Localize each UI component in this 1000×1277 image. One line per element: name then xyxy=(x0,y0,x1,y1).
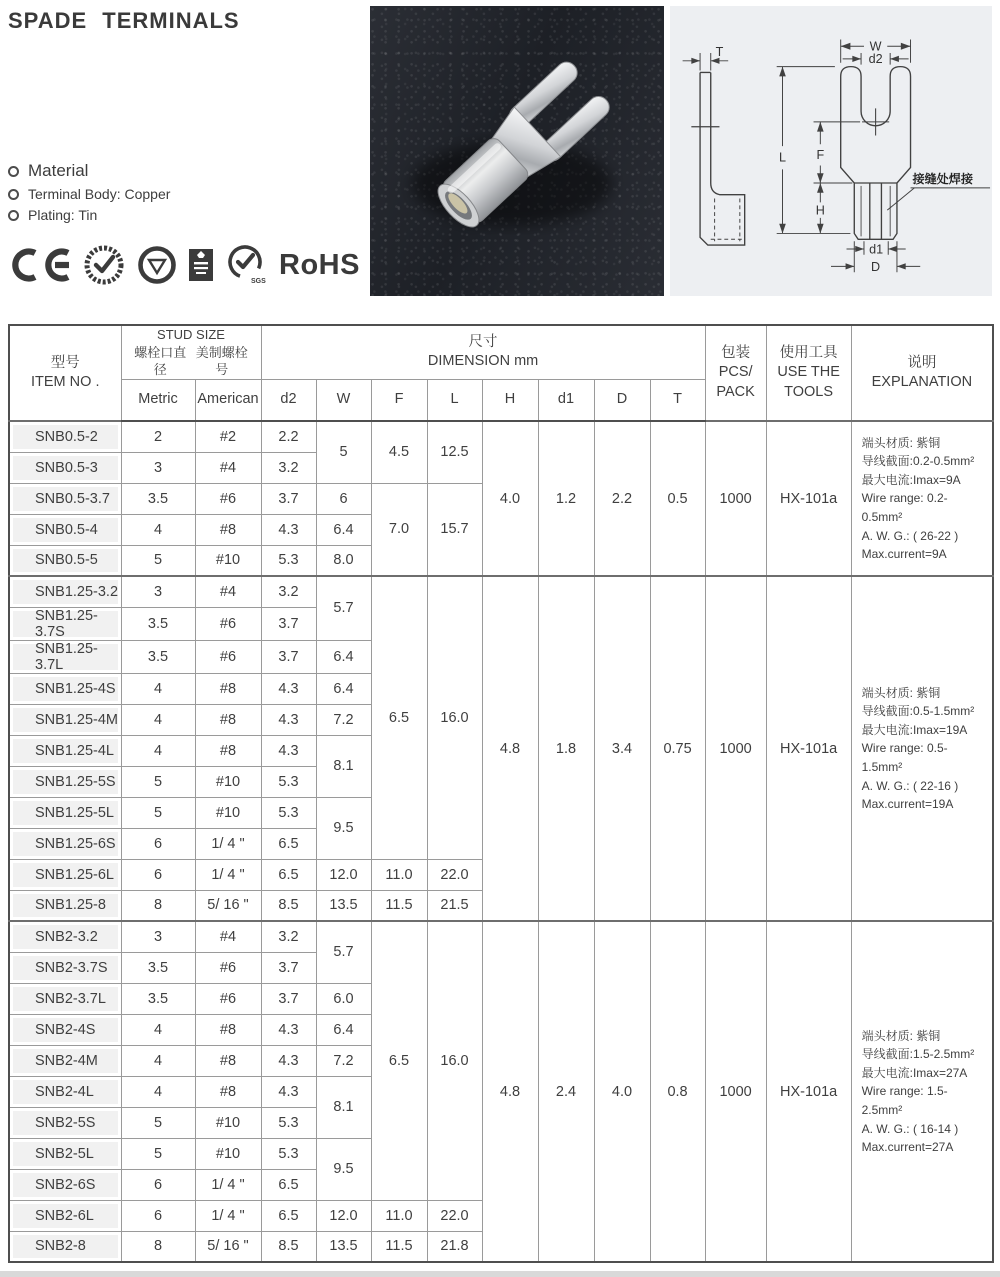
d2-cell: 8.5 xyxy=(261,1231,316,1262)
metric-cell: 4 xyxy=(121,1014,195,1045)
t-cell: 0.8 xyxy=(650,921,705,1262)
d2-cell: 5.3 xyxy=(261,545,316,576)
metric-cell: 5 xyxy=(121,797,195,828)
rohs-label: RoHS xyxy=(279,248,360,281)
f-cell: 11.5 xyxy=(371,890,427,921)
american-cell: #10 xyxy=(195,1138,261,1169)
w-cell: 6.4 xyxy=(316,514,371,545)
item-no-cell: SNB0.5-4 xyxy=(9,514,121,545)
item-no-cell: SNB2-4M xyxy=(9,1045,121,1076)
d2-cell: 4.3 xyxy=(261,1014,316,1045)
d2-cell: 4.3 xyxy=(261,1045,316,1076)
h-cell: 4.8 xyxy=(482,576,538,921)
item-no-cell: SNB1.25-5S xyxy=(9,766,121,797)
american-cell: #4 xyxy=(195,921,261,952)
explanation-line: Max.current=27A xyxy=(861,1140,954,1155)
american-cell: #8 xyxy=(195,735,261,766)
l-cell: 16.0 xyxy=(427,576,482,859)
material-heading-label: Material xyxy=(28,161,89,180)
d2-cell: 6.5 xyxy=(261,1200,316,1231)
col-header-l: L xyxy=(427,379,482,421)
metric-cell: 3.5 xyxy=(121,607,195,640)
explanation-cell xyxy=(851,421,993,576)
page-title: SPADE TERMINALS xyxy=(8,8,240,33)
dim-label-l: L xyxy=(778,150,787,165)
intro-column xyxy=(8,6,370,296)
american-cell: 1/ 4 " xyxy=(195,1200,261,1231)
w-cell: 5.7 xyxy=(316,921,371,983)
table-row xyxy=(9,421,993,452)
dimension-diagram xyxy=(670,6,992,296)
american-cell: #10 xyxy=(195,545,261,576)
col-header-dimension: 尺寸 DIMENSION mm xyxy=(261,325,705,379)
col-header-t: T xyxy=(650,379,705,421)
f-cell: 6.5 xyxy=(371,576,427,859)
w-cell: 8.1 xyxy=(316,735,371,797)
dim-label-d: D xyxy=(871,259,881,274)
d2-cell: 3.7 xyxy=(261,483,316,514)
d2-cell: 3.7 xyxy=(261,952,316,983)
american-cell: #10 xyxy=(195,797,261,828)
american-cell: #10 xyxy=(195,766,261,797)
d2-cell: 6.5 xyxy=(261,1169,316,1200)
american-cell: #8 xyxy=(195,1014,261,1045)
dim-label-d2: d2 xyxy=(868,52,883,67)
explanation-line: 导线截面:0.5-1.5mm² xyxy=(861,704,975,719)
item-no-cell: SNB2-5S xyxy=(9,1107,121,1138)
f-cell: 11.0 xyxy=(371,1200,427,1231)
d2-cell: 3.2 xyxy=(261,921,316,952)
metric-cell: 4 xyxy=(121,514,195,545)
item-no-cell: SNB2-6L xyxy=(9,1200,121,1231)
metric-cell: 6 xyxy=(121,1169,195,1200)
american-cell: #8 xyxy=(195,1045,261,1076)
h-cell: 4.0 xyxy=(482,421,538,576)
bullet-icon xyxy=(8,210,19,221)
metric-cell: 5 xyxy=(121,1138,195,1169)
item-no-cell: SNB2-5L xyxy=(9,1138,121,1169)
american-cell: #4 xyxy=(195,452,261,483)
product-photo xyxy=(370,6,664,296)
ce-mark-icon xyxy=(8,246,72,284)
american-cell: #4 xyxy=(195,576,261,607)
explanation-line: 最大电流:Imax=9A xyxy=(861,472,961,487)
item-no-cell: SNB1.25-6S xyxy=(9,828,121,859)
item-no-cell: SNB1.25-8 xyxy=(9,890,121,921)
explanation-line: Wire range: 1.5-2.5mm² xyxy=(861,1084,948,1117)
material-item-label: Plating: Tin xyxy=(28,207,98,223)
d2-cell: 5.3 xyxy=(261,1138,316,1169)
d2-cell: 6.5 xyxy=(261,859,316,890)
w-cell: 12.0 xyxy=(316,1200,371,1231)
american-cell: #2 xyxy=(195,421,261,452)
american-cell: #6 xyxy=(195,607,261,640)
metric-cell: 6 xyxy=(121,859,195,890)
american-cell: 1/ 4 " xyxy=(195,1169,261,1200)
col-header-pack: 包装 PCS/ PACK xyxy=(705,325,766,421)
d2-cell: 5.3 xyxy=(261,766,316,797)
pack-cell: 1000 xyxy=(705,421,766,576)
bottom-divider xyxy=(0,1271,1000,1277)
col-header-stud-size: STUD SIZE 螺栓口直径 美制螺栓号 xyxy=(121,325,261,379)
american-cell: #8 xyxy=(195,514,261,545)
f-cell: 7.0 xyxy=(371,483,427,576)
metric-cell: 3.5 xyxy=(121,483,195,514)
tool-cell: HX-101a xyxy=(766,576,851,921)
material-section xyxy=(8,156,364,228)
d1-cell: 2.4 xyxy=(538,921,594,1262)
metric-cell: 5 xyxy=(121,766,195,797)
explanation-line: 端头材质: 紫铜 xyxy=(861,435,941,450)
american-cell: #6 xyxy=(195,640,261,673)
d2-cell: 8.5 xyxy=(261,890,316,921)
table-row xyxy=(9,576,993,607)
item-no-cell: SNB1.25-3.2 xyxy=(9,576,121,607)
explanation-line: Wire range: 0.5-1.5mm² xyxy=(861,741,948,774)
explanation-cell xyxy=(851,921,993,1262)
h-cell: 4.8 xyxy=(482,921,538,1262)
metric-cell: 4 xyxy=(121,673,195,704)
metric-cell: 6 xyxy=(121,828,195,859)
item-no-cell: SNB0.5-2 xyxy=(9,421,121,452)
d1-cell: 1.2 xyxy=(538,421,594,576)
t-cell: 0.75 xyxy=(650,576,705,921)
d-cell: 3.4 xyxy=(594,576,650,921)
explanation-line: Max.current=9A xyxy=(861,547,947,562)
item-no-cell: SNB1.25-5L xyxy=(9,797,121,828)
f-cell: 6.5 xyxy=(371,921,427,1200)
w-cell: 6.0 xyxy=(316,983,371,1014)
w-cell: 8.1 xyxy=(316,1076,371,1138)
item-no-cell: SNB0.5-3 xyxy=(9,452,121,483)
metric-cell: 3 xyxy=(121,921,195,952)
d2-cell: 3.7 xyxy=(261,983,316,1014)
dim-label-d1: d1 xyxy=(869,242,884,257)
d2-cell: 4.3 xyxy=(261,673,316,704)
w-cell: 6.4 xyxy=(316,640,371,673)
metric-cell: 8 xyxy=(121,1231,195,1262)
w-cell: 6.4 xyxy=(316,1014,371,1045)
item-no-cell: SNB1.25-6L xyxy=(9,859,121,890)
d2-cell: 4.3 xyxy=(261,704,316,735)
item-no-cell: SNB1.25-4S xyxy=(9,673,121,704)
f-cell: 11.0 xyxy=(371,859,427,890)
item-no-cell: SNB2-3.7L xyxy=(9,983,121,1014)
d2-cell: 3.7 xyxy=(261,607,316,640)
material-item xyxy=(8,186,364,202)
bullet-icon xyxy=(8,166,19,177)
table-row xyxy=(9,921,993,952)
item-no-cell: SNB1.25-4L xyxy=(9,735,121,766)
american-cell: #6 xyxy=(195,952,261,983)
explanation-line: 导线截面:1.5-2.5mm² xyxy=(861,1047,975,1062)
pack-cell: 1000 xyxy=(705,576,766,921)
col-header-h: H xyxy=(482,379,538,421)
dimension-drawing xyxy=(670,6,992,296)
pack-cell: 1000 xyxy=(705,921,766,1262)
col-header-f: F xyxy=(371,379,427,421)
iso-badge-icon xyxy=(136,244,178,286)
w-cell: 7.2 xyxy=(316,1045,371,1076)
col-header-d1: d1 xyxy=(538,379,594,421)
w-cell: 5 xyxy=(316,421,371,483)
d2-cell: 3.2 xyxy=(261,452,316,483)
w-cell: 9.5 xyxy=(316,797,371,859)
weee-check-badge-icon xyxy=(83,244,125,286)
certification-logos xyxy=(8,242,364,288)
item-no-cell: SNB2-3.7S xyxy=(9,952,121,983)
col-header-tools: 使用工具 USE THE TOOLS xyxy=(766,325,851,421)
tool-cell: HX-101a xyxy=(766,421,851,576)
spade-terminal-image xyxy=(370,6,664,296)
metric-cell: 2 xyxy=(121,421,195,452)
american-cell: 1/ 4 " xyxy=(195,859,261,890)
col-header-d: D xyxy=(594,379,650,421)
d2-cell: 5.3 xyxy=(261,1107,316,1138)
explanation-line: 最大电流:Imax=19A xyxy=(861,722,968,737)
svg-text:SGS: SGS xyxy=(251,278,266,285)
dim-label-t: T xyxy=(715,44,724,59)
material-item-label: Terminal Body: Copper xyxy=(28,186,171,202)
material-item xyxy=(8,207,364,223)
ukas-badge-icon xyxy=(189,247,213,283)
d2-cell: 2.2 xyxy=(261,421,316,452)
w-cell: 13.5 xyxy=(316,1231,371,1262)
metric-cell: 3.5 xyxy=(121,640,195,673)
spec-table-body xyxy=(9,421,993,1262)
f-cell: 4.5 xyxy=(371,421,427,483)
l-cell: 16.0 xyxy=(427,921,482,1200)
l-cell: 21.8 xyxy=(427,1231,482,1262)
metric-cell: 4 xyxy=(121,704,195,735)
d-cell: 4.0 xyxy=(594,921,650,1262)
item-no-cell: SNB0.5-5 xyxy=(9,545,121,576)
item-no-cell: SNB2-6S xyxy=(9,1169,121,1200)
d-cell: 2.2 xyxy=(594,421,650,576)
explanation-line: 最大电流:Imax=27A xyxy=(861,1065,968,1080)
w-cell: 6 xyxy=(316,483,371,514)
item-no-cell: SNB1.25-3.7L xyxy=(9,640,121,673)
d2-cell: 3.2 xyxy=(261,576,316,607)
item-no-cell: SNB2-8 xyxy=(9,1231,121,1262)
d2-cell: 4.3 xyxy=(261,1076,316,1107)
d2-cell: 4.3 xyxy=(261,514,316,545)
metric-cell: 8 xyxy=(121,890,195,921)
american-cell: #8 xyxy=(195,1076,261,1107)
explanation-line: Max.current=19A xyxy=(861,797,954,812)
w-cell: 5.7 xyxy=(316,576,371,640)
w-cell: 7.2 xyxy=(316,704,371,735)
explanation-line: 端头材质: 紫铜 xyxy=(861,685,941,700)
w-cell: 12.0 xyxy=(316,859,371,890)
item-no-cell: SNB1.25-3.7S xyxy=(9,607,121,640)
w-cell: 9.5 xyxy=(316,1138,371,1200)
tool-cell: HX-101a xyxy=(766,921,851,1262)
american-cell: #8 xyxy=(195,704,261,735)
american-cell: 5/ 16 " xyxy=(195,1231,261,1262)
material-heading xyxy=(8,161,364,181)
metric-cell: 6 xyxy=(121,1200,195,1231)
item-no-cell: SNB0.5-3.7 xyxy=(9,483,121,514)
american-cell: 1/ 4 " xyxy=(195,828,261,859)
l-cell: 12.5 xyxy=(427,421,482,483)
explanation-line: 端头材质: 紫铜 xyxy=(861,1028,941,1043)
top-section xyxy=(0,0,1000,296)
explanation-line: Wire range: 0.2-0.5mm² xyxy=(861,491,948,524)
metric-cell: 5 xyxy=(121,1107,195,1138)
metric-cell: 3.5 xyxy=(121,983,195,1014)
d2-cell: 5.3 xyxy=(261,797,316,828)
l-cell: 21.5 xyxy=(427,890,482,921)
american-cell: #10 xyxy=(195,1107,261,1138)
weld-note-label: 接缝处焊接 xyxy=(912,172,974,187)
w-cell: 13.5 xyxy=(316,890,371,921)
explanation-line: A. W. G.: ( 22-16 ) xyxy=(861,778,959,793)
metric-cell: 3 xyxy=(121,576,195,607)
d2-cell: 4.3 xyxy=(261,735,316,766)
item-no-cell: SNB2-4S xyxy=(9,1014,121,1045)
dim-label-h: H xyxy=(815,203,825,218)
item-no-cell: SNB2-3.2 xyxy=(9,921,121,952)
w-cell: 8.0 xyxy=(316,545,371,576)
col-header-explanation: 说明 EXPLANATION xyxy=(851,325,993,421)
l-cell: 22.0 xyxy=(427,1200,482,1231)
explanation-cell xyxy=(851,576,993,921)
sgs-check-badge-icon xyxy=(224,243,268,287)
item-no-cell: SNB1.25-4M xyxy=(9,704,121,735)
explanation-line: 导线截面:0.2-0.5mm² xyxy=(861,454,975,469)
col-header-d2: d2 xyxy=(261,379,316,421)
metric-cell: 4 xyxy=(121,735,195,766)
d2-cell: 3.7 xyxy=(261,640,316,673)
bullet-icon xyxy=(8,189,19,200)
dim-label-f: F xyxy=(816,148,825,163)
american-cell: #8 xyxy=(195,673,261,704)
metric-cell: 4 xyxy=(121,1076,195,1107)
col-header-metric: Metric xyxy=(121,379,195,421)
american-cell: #6 xyxy=(195,983,261,1014)
metric-cell: 3.5 xyxy=(121,952,195,983)
item-no-cell: SNB2-4L xyxy=(9,1076,121,1107)
d1-cell: 1.8 xyxy=(538,576,594,921)
col-header-american: American xyxy=(195,379,261,421)
col-header-item-no: 型号 ITEM NO . xyxy=(9,325,121,421)
dim-label-w: W xyxy=(869,39,882,54)
american-cell: 5/ 16 " xyxy=(195,890,261,921)
l-cell: 15.7 xyxy=(427,483,482,576)
metric-cell: 3 xyxy=(121,452,195,483)
american-cell: #6 xyxy=(195,483,261,514)
metric-cell: 4 xyxy=(121,1045,195,1076)
l-cell: 22.0 xyxy=(427,859,482,890)
explanation-line: A. W. G.: ( 16-14 ) xyxy=(861,1121,959,1136)
f-cell: 11.5 xyxy=(371,1231,427,1262)
metric-cell: 5 xyxy=(121,545,195,576)
w-cell: 6.4 xyxy=(316,673,371,704)
col-header-w: W xyxy=(316,379,371,421)
d2-cell: 6.5 xyxy=(261,828,316,859)
spec-table xyxy=(8,324,994,1263)
explanation-line: A. W. G.: ( 26-22 ) xyxy=(861,528,959,543)
t-cell: 0.5 xyxy=(650,421,705,576)
